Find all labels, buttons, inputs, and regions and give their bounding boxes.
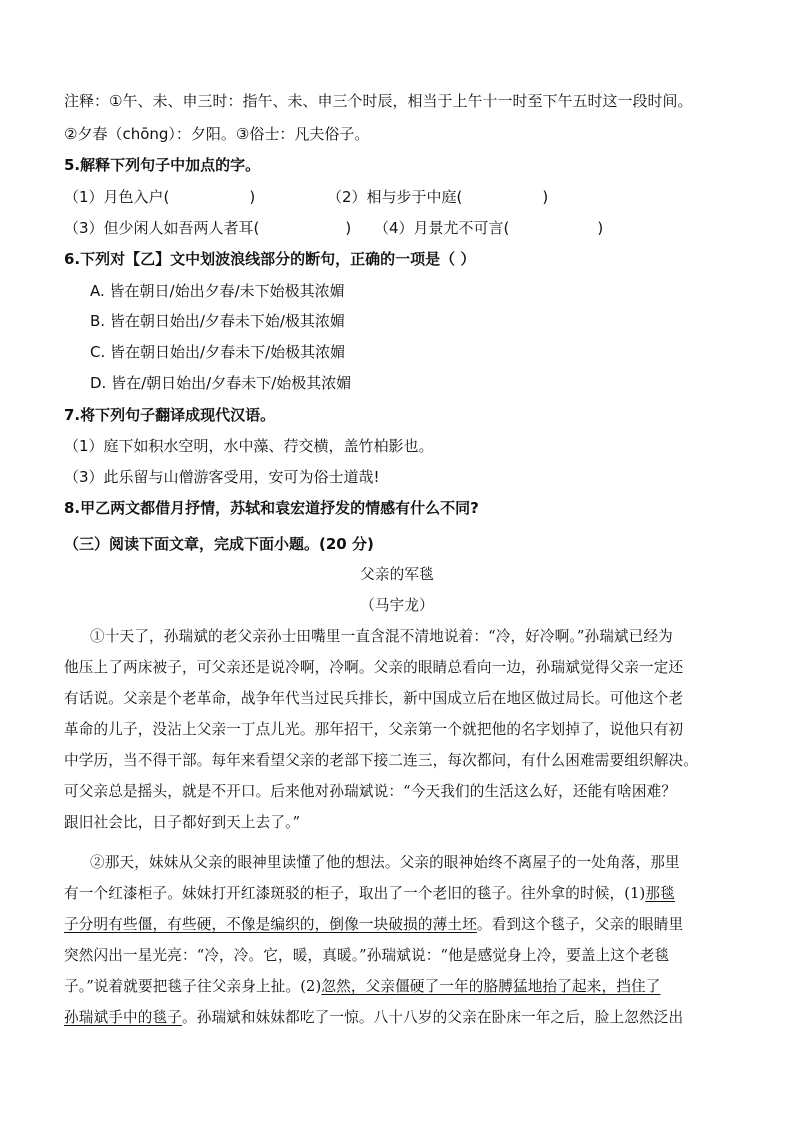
paragraph-2-line — [64, 884, 675, 904]
paragraph-1-line: 可父亲总是摇头，就是不开口。后来他对孙瑞斌说：“今天我们的生活这么好，还能有啥困难？ — [64, 783, 677, 800]
q6-option-a[interactable]: A. 皆在朝日/始出夕春/未下始极其浓媚 — [90, 282, 345, 300]
underlined-sentence: 子分明有些僵，有些硬，不像是编织的，倒像一块破损的薄土坯 — [64, 916, 477, 933]
section-heading: （三）阅读下面文章，完成下面小题。(20 分) — [64, 535, 374, 553]
paragraph-2-text: 。孙瑞斌和妹妹都吃了一惊。八十八岁的父亲在卧床一年之后，脸上忽然泛出 — [181, 1009, 684, 1026]
q7-sentence-1: （1）庭下如积水空明，水中藻、荇交横，盖竹柏影也。 — [64, 437, 434, 455]
paragraph-2-line: ②那天，妹妹从父亲的眼神里读懂了他的想法。父亲的眼神始终不离屋子的一处角落，那里 — [90, 854, 680, 871]
q7-title: 7.将下列句子翻译成现代汉语。 — [64, 406, 276, 424]
q6-title: 6.下列对【乙】文中划波浪线部分的断句，正确的一项是（ ） — [64, 250, 476, 268]
paragraph-2-text: 子。”说着就要把毯子往父亲身上扯。 — [64, 978, 301, 995]
underline-marker: (2) — [300, 978, 322, 995]
q5-item-4: （4）月景尤不可言( — [374, 219, 510, 237]
underlined-sentence: 孙瑞斌手中的毯子 — [64, 1009, 182, 1026]
paragraph-2-line — [64, 915, 683, 935]
paragraph-1-line: 革命的儿子，没沾上父亲一丁点儿光。那年招干，父亲第一个就把他的名字划掉了，说他只有初 — [64, 721, 684, 738]
q5-close: ) — [597, 219, 604, 237]
underlined-sentence: 忽然，父亲僵硬了一年的胳膊猛地抬了起来，挡住了 — [321, 978, 661, 995]
underline-marker: (1) — [624, 885, 646, 902]
paragraph-1-line: 有话说。父亲是个老革命，战争年代当过民兵排长，新中国成立后在地区做过局长。可他这个老 — [64, 690, 684, 707]
q6-option-b[interactable]: B. 皆在朝日始出/夕春未下始/极其浓媚 — [90, 312, 345, 330]
note-line-1: 注释：①午、未、申三时：指午、未、申三个时辰，相当于上午十一时至下午五时这一段时间。 — [64, 92, 693, 110]
article-author: （马宇龙） — [360, 597, 434, 614]
paragraph-2-line: 突然闪出一星光亮：“冷，冷。它，暖，真暖。”孙瑞斌说：“他是感觉身上冷，要盖上这个老毯 — [64, 947, 670, 964]
underlined-sentence: 那毯 — [645, 885, 675, 902]
q7-sentence-2: （3）此乐留与山僧游客受用，安可为俗士道哉! — [64, 468, 380, 486]
paragraph-1-line: 跟旧社会比，日子都好到天上去了。” — [64, 814, 301, 831]
q5-title: 5.解释下列句子中加点的字。 — [64, 156, 261, 174]
paragraph-2-text: 。看到这个毯子，父亲的眼睛里 — [476, 916, 684, 933]
q5-close: ) — [345, 219, 352, 237]
q6-option-c[interactable]: C. 皆在朝日始出/夕春未下/始极其浓媚 — [90, 343, 346, 361]
q5-close: ) — [249, 188, 256, 206]
q5-item-2: （2）相与步于中庭( — [327, 188, 463, 206]
note-line-2: ②夕春（chōng）：夕阳。③俗士：凡夫俗子。 — [64, 125, 370, 143]
article-title: 父亲的军毯 — [360, 566, 434, 583]
paragraph-2-line — [64, 1008, 683, 1028]
q6-option-d[interactable]: D. 皆在/朝日始出/夕春未下/始极其浓媚 — [90, 374, 352, 392]
paragraph-1-line: ①十天了，孙瑞斌的老父亲孙士田嘴里一直含混不清地说着：“冷，好冷啊。”孙瑞斌已经为 — [90, 628, 673, 645]
q5-close: ) — [542, 188, 549, 206]
q5-item-1: （1）月色入户( — [64, 188, 170, 206]
q5-item-3: （3）但少闲人如吾两人者耳( — [64, 219, 260, 237]
q5-row-2 — [64, 218, 351, 238]
q5-row-1b — [327, 187, 548, 207]
q5-row-1 — [64, 187, 255, 207]
paragraph-2-text: 有一个红漆柜子。妹妹打开红漆斑驳的柜子，取出了一个老旧的毯子。往外拿的时候， — [64, 885, 625, 902]
q8-title: 8.甲乙两文都借月抒情，苏轼和袁宏道抒发的情感有什么不同? — [64, 499, 479, 517]
q5-row-2b — [374, 218, 603, 238]
paragraph-1-line: 中学历，当不得干部。每年来看望父亲的老部下接二连三，每次都问，有什么困难需要组织解决。 — [64, 752, 698, 769]
paragraph-1-line: 他压上了两床被子，可父亲还是说冷啊，冷啊。父亲的眼睛总看向一边，孙瑞斌觉得父亲一定还 — [64, 659, 684, 676]
paragraph-2-line — [64, 977, 660, 997]
